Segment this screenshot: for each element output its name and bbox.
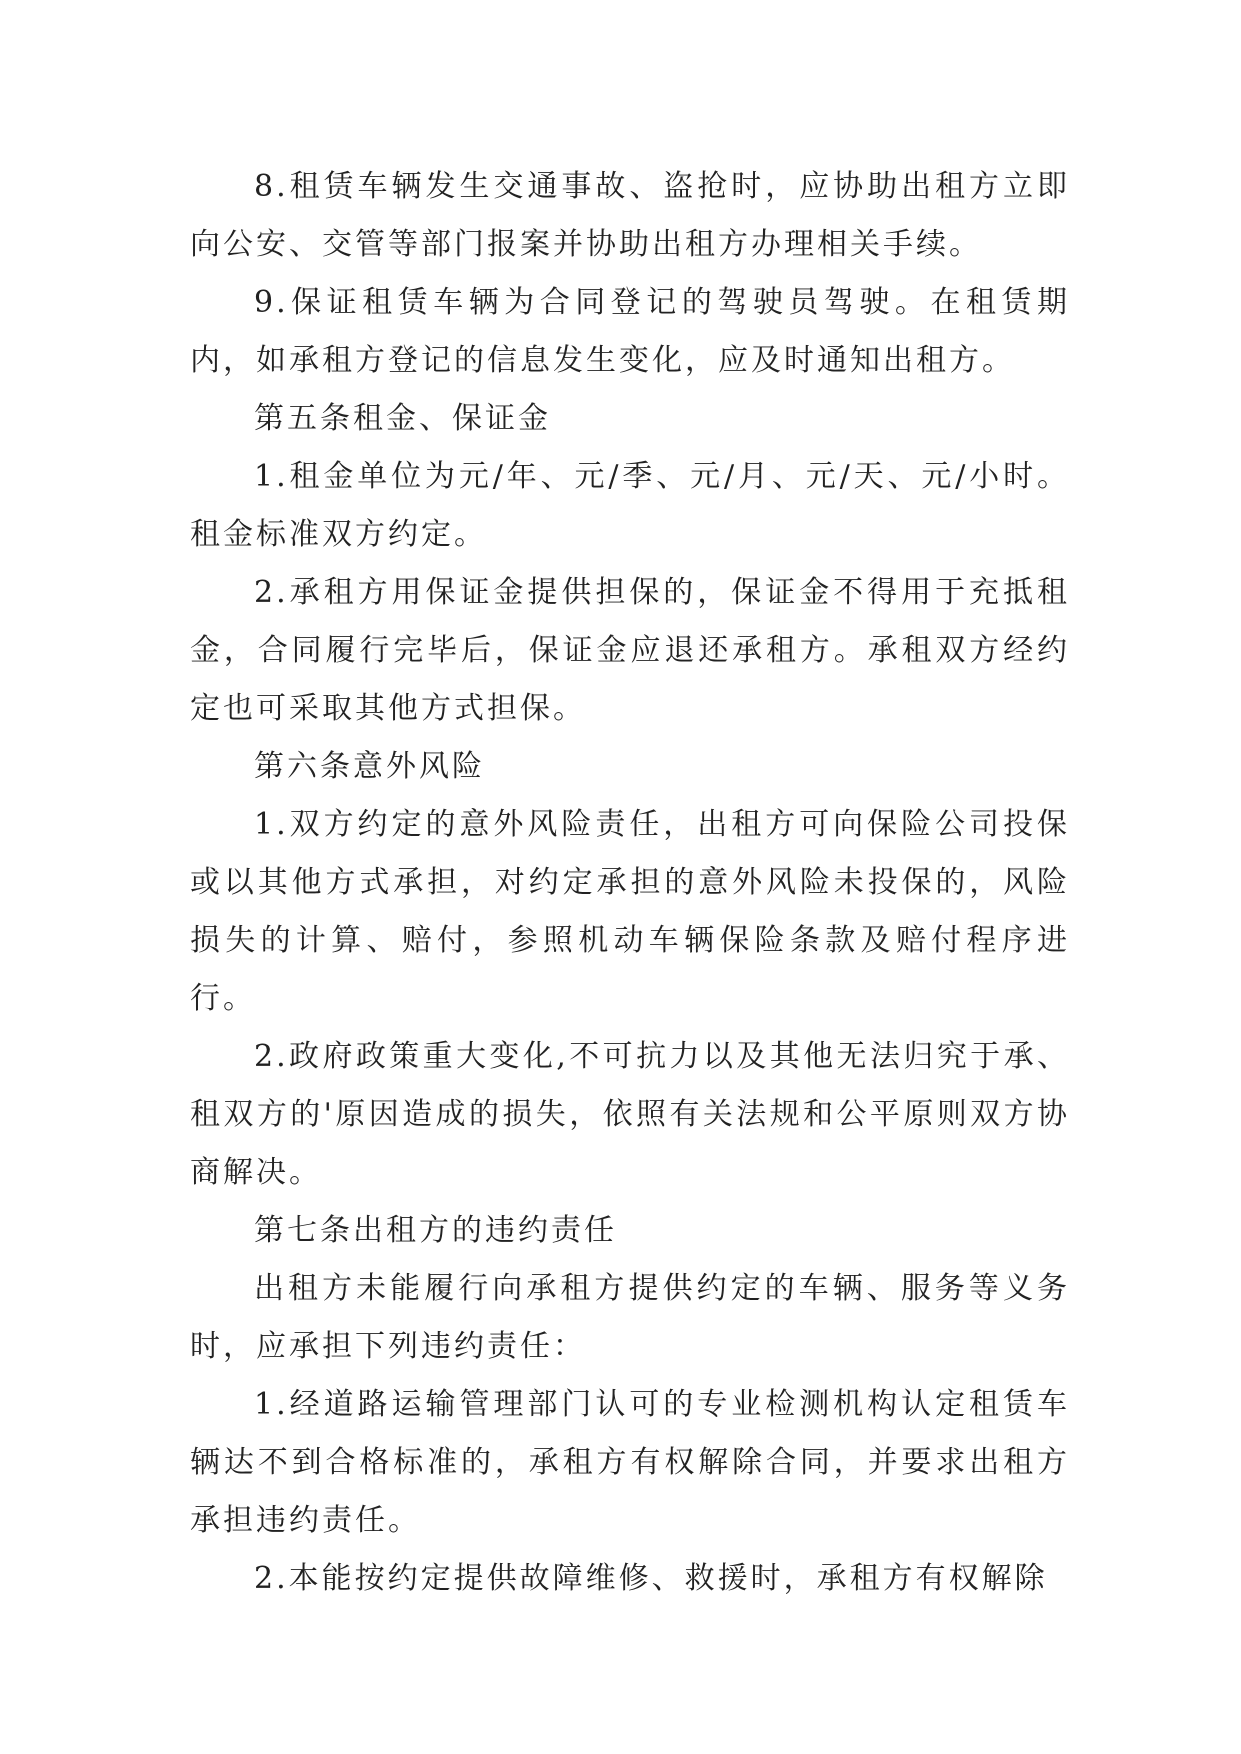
paragraph-repair-rescue: 2.本能按约定提供故障维修、救援时，承租方有权解除: [254, 1561, 1048, 1596]
paragraph-inspection: 1.经道路运输管理部门认可的专业检测机构认定租赁车辆达不到合格标准的，承租方有权解除合同，并要求出租方承担违约责任。: [190, 1387, 1070, 1538]
heading-article-5: 第五条租金、保证金: [254, 401, 551, 436]
document-body: [190, 158, 1070, 1608]
paragraph-accident-risk: 1.双方约定的意外风险责任，出租方可向保险公司投保或以其他方式承担，对约定承担的意外风险未投保的，风险损失的计算、赔付，参照机动车辆保险条款及赔付程序进行。: [190, 807, 1070, 1016]
heading-article-6: 第六条意外风险: [254, 749, 485, 784]
paragraph-rent-unit: 1.租金单位为元/年、元/季、元/月、元/天、元/小时。租金标准双方约定。: [190, 459, 1070, 552]
paragraph-clause-8: 8.租赁车辆发生交通事故、盗抢时，应协助出租方立即向公安、交管等部门报案并协助出租方办理相关手续。: [190, 169, 1070, 262]
heading-article-7: 第七条出租方的违约责任: [254, 1213, 617, 1248]
paragraph-lessor-obligation: 出租方未能履行向承租方提供约定的车辆、服务等义务时，应承担下列违约责任：: [190, 1271, 1070, 1364]
paragraph-clause-9: 9.保证租赁车辆为合同登记的驾驶员驾驶。在租赁期内，如承租方登记的信息发生变化，应及时通知出租方。: [190, 285, 1070, 378]
paragraph-force-majeure: 2.政府政策重大变化,不可抗力以及其他无法归究于承、租双方的'原因造成的损失，依照有关法规和公平原则双方协商解决。: [190, 1039, 1070, 1190]
paragraph-deposit: 2.承租方用保证金提供担保的，保证金不得用于充抵租金，合同履行完毕后，保证金应退还承租方。承租双方经约定也可采取其他方式担保。: [190, 575, 1070, 726]
